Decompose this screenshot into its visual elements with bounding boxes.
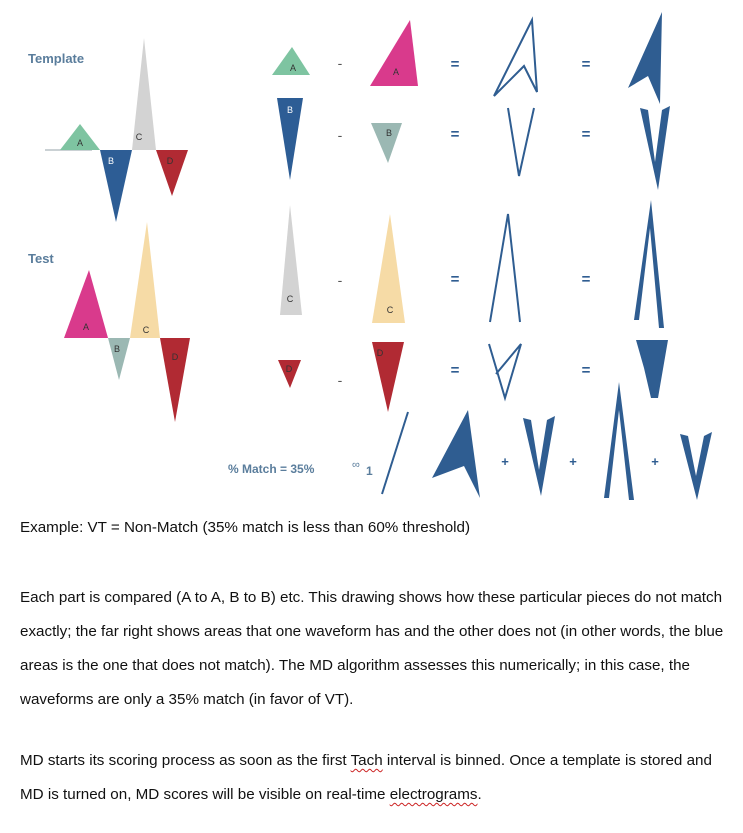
row-d-equals-1: = bbox=[450, 362, 460, 379]
row-a-minus: - bbox=[337, 55, 343, 71]
row-d-equals-2: = bbox=[581, 362, 591, 379]
test-label-b: B bbox=[113, 344, 121, 354]
test-row-label: Test bbox=[28, 251, 54, 266]
row-c-equals-1: = bbox=[450, 271, 460, 288]
row-c-minus: - bbox=[337, 272, 343, 288]
comparison-row-b bbox=[277, 98, 670, 190]
row-b-test-label: B bbox=[385, 128, 393, 138]
row-d-test-label: D bbox=[376, 348, 384, 358]
row-b-template-label: B bbox=[286, 105, 294, 115]
template-label-b: B bbox=[107, 156, 115, 166]
md-text-part-1: MD starts its scoring process as soon as the first bbox=[20, 752, 351, 769]
infinity-symbol: ∞ bbox=[352, 459, 360, 471]
test-label-d: D bbox=[171, 352, 179, 362]
match-summary-row bbox=[228, 382, 712, 500]
row-d-filled-shape bbox=[636, 340, 668, 398]
plus-1: + bbox=[501, 454, 509, 469]
electrograms-word: electrograms bbox=[389, 786, 478, 803]
one-label: 1 bbox=[366, 464, 373, 478]
row-c-outline-shape bbox=[490, 214, 520, 322]
plus-3: + bbox=[651, 454, 659, 469]
test-waveform bbox=[64, 222, 190, 422]
comparison-row-c bbox=[280, 200, 664, 328]
template-piece-b bbox=[100, 150, 132, 222]
example-caption: Example: VT = Non-Match (35% match is less than 60% threshold) bbox=[20, 519, 471, 536]
row-c-filled-shape bbox=[634, 200, 664, 328]
test-piece-c bbox=[130, 222, 160, 338]
row-a-test-label: A bbox=[392, 67, 400, 77]
row-b-outline-shape bbox=[508, 108, 534, 176]
comparison-row-d bbox=[278, 340, 668, 412]
row-c-test-label: C bbox=[386, 305, 394, 315]
row-b-minus: - bbox=[337, 127, 343, 143]
row-b-equals-1: = bbox=[450, 126, 460, 143]
row-b-equals-2: = bbox=[581, 126, 591, 143]
row-d-minus: - bbox=[337, 372, 343, 388]
template-label-c: C bbox=[135, 132, 143, 142]
plus-2: + bbox=[569, 454, 577, 469]
comparison-row-a bbox=[272, 12, 662, 104]
md-text-part-3: . bbox=[477, 786, 482, 803]
row-c-equals-2: = bbox=[581, 271, 591, 288]
test-label-c: C bbox=[142, 325, 150, 335]
row-b-filled-shape bbox=[640, 106, 670, 190]
row-a-outline-shape bbox=[494, 20, 537, 96]
test-piece-d bbox=[160, 338, 190, 422]
template-label-d: D bbox=[166, 156, 174, 166]
sum-shape-b bbox=[523, 416, 555, 496]
match-percentage-label: % Match = 35% bbox=[228, 462, 315, 476]
row-d-outline-shape bbox=[489, 344, 521, 398]
row-a-filled-shape bbox=[628, 12, 662, 104]
row-a-equals-2: = bbox=[581, 56, 591, 73]
sum-shape-d bbox=[680, 432, 712, 500]
comparison-paragraph: Each part is compared (A to A, B to B) etc. This drawing shows how these particular pieces do not match exactly; the far right shows areas that one waveform has and the other does not (in other words, the blue areas is the one that does not match). The MD algorithm assesses this numerically; in this case, the waveforms are only a 35% match (in favor of VT). bbox=[20, 589, 724, 708]
template-label-a: A bbox=[76, 138, 84, 148]
md-scoring-paragraph bbox=[20, 744, 725, 812]
row-a-equals-1: = bbox=[450, 56, 460, 73]
md-text-part-2: interval is binned. Once a template is stored and MD is turned on, MD scores will be visible on real-time bbox=[20, 752, 712, 803]
row-c-template-label: C bbox=[286, 294, 294, 304]
sum-start-line bbox=[382, 412, 408, 494]
row-d-template-label: D bbox=[285, 364, 293, 374]
sum-shape-c bbox=[604, 382, 634, 500]
sum-shape-a bbox=[432, 410, 480, 498]
tach-word: Tach bbox=[350, 752, 383, 769]
row-a-template-label: A bbox=[289, 63, 297, 73]
template-row-label: Template bbox=[28, 51, 85, 66]
test-label-a: A bbox=[82, 322, 90, 332]
